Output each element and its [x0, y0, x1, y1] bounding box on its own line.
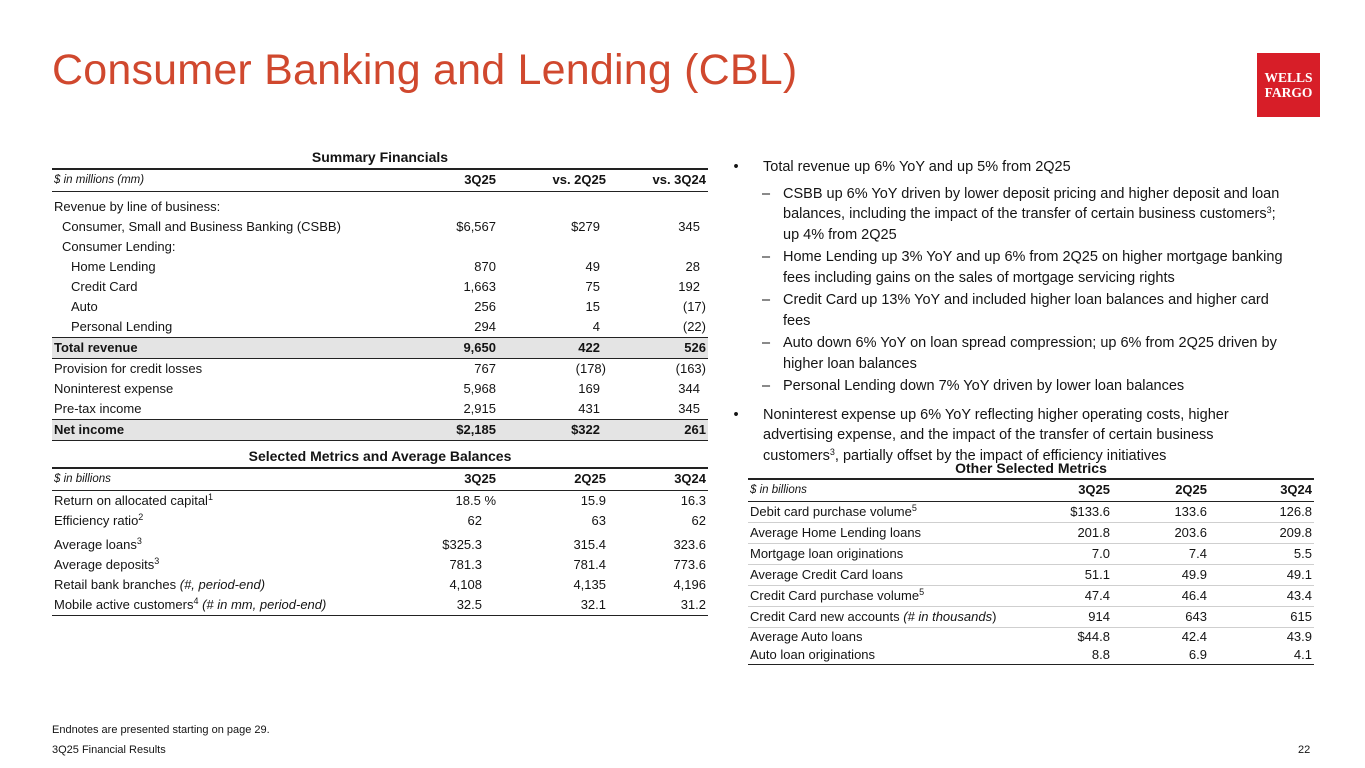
cell-value: 169: [578, 381, 600, 396]
table-row: [52, 197, 708, 217]
cell-value: 46.4: [1112, 585, 1209, 606]
row-label-text: Mobile active customers: [54, 596, 194, 612]
cell-value: 4,108: [449, 576, 482, 592]
table-row-total-revenue: [52, 338, 708, 359]
table-row: [52, 297, 708, 317]
row-label-text: Average deposits: [54, 556, 155, 572]
bullet-text: Auto down 6% YoY on loan spread compression; up 6% from 2Q25 driven by higher loan balances: [783, 335, 1277, 372]
cell-value: 43.4: [1209, 585, 1314, 606]
cell-value: 6.9: [1112, 646, 1209, 665]
endnote-marker: 3: [829, 446, 835, 457]
cell-number: 18.5: [455, 492, 481, 508]
row-label: Pre-tax income: [54, 401, 142, 416]
cell-value: 4,135: [573, 576, 606, 592]
commentary-bullets: [730, 157, 1290, 472]
selected-metrics-title: Selected Metrics and Average Balances: [248, 448, 512, 464]
cell-value: 201.8: [1048, 522, 1112, 543]
cell-value: (22): [682, 319, 706, 334]
cell-value: 15.9: [580, 492, 606, 508]
cell-value: 422: [498, 338, 608, 359]
logo-line-1: WELLS: [1264, 70, 1313, 85]
row-label-text: Average loans: [54, 536, 137, 552]
cell-value: 75: [585, 279, 600, 294]
cell-value: 16.3: [680, 492, 706, 508]
table-row: [52, 257, 708, 277]
cell-value: 767: [474, 361, 496, 376]
units-label: $ in billions: [52, 468, 412, 490]
row-label-note: (#, period-end): [179, 576, 266, 592]
sub-bullet-item: [730, 333, 1290, 374]
table-row: [52, 575, 708, 595]
cell-value: 42.4: [1181, 628, 1207, 644]
row-label: Home Lending: [71, 259, 156, 274]
table-row: [748, 646, 1314, 665]
cell-value: 4,196: [673, 576, 706, 592]
cell-value: 781.4: [573, 556, 606, 572]
dash-marker: –: [762, 185, 771, 202]
bullet-item: [730, 405, 1290, 467]
table-row: [748, 564, 1314, 585]
cell-value: 49.9: [1112, 564, 1209, 585]
row-label-text: Return on allocated capital: [54, 492, 208, 508]
col-header-2q25: 2Q25: [1112, 479, 1209, 501]
row-label: [52, 555, 412, 575]
row-label: Total revenue: [52, 338, 412, 359]
cell-value: 7.4: [1112, 543, 1209, 564]
cell-value: 15: [585, 299, 600, 314]
cell-value: [412, 490, 498, 511]
row-label: [52, 595, 412, 616]
cell-value: 133.6: [1112, 501, 1209, 522]
table-row: [52, 277, 708, 297]
row-label: [52, 490, 412, 511]
cell-value: 28: [685, 259, 700, 274]
cell-value: $133.6: [1048, 501, 1112, 522]
table-row: [52, 555, 708, 575]
row-label: Provision for credit losses: [54, 361, 203, 376]
bullet-marker: •: [733, 406, 739, 423]
cell-value: 781.3: [449, 556, 482, 572]
table-row: [748, 627, 1314, 646]
table-row: [748, 585, 1314, 606]
sub-bullet-item: [730, 247, 1290, 288]
endnote-marker: 5: [911, 502, 917, 513]
cell-value: 345: [678, 219, 700, 234]
table-header-row: [52, 468, 708, 490]
footer-text: 3Q25 Financial Results: [52, 744, 166, 756]
page-title: Consumer Banking and Lending (CBL): [52, 46, 798, 94]
row-label-text: Credit Card purchase volume: [750, 587, 920, 603]
row-label: Auto: [71, 299, 98, 314]
cell-value: 126.8: [1209, 501, 1314, 522]
sub-bullet-item: [730, 290, 1290, 331]
table-row: [52, 399, 708, 420]
table-row: [52, 511, 708, 531]
cell-value: 431: [578, 401, 600, 416]
bullet-text: Total revenue up 6% YoY and up 5% from 2Q25: [763, 159, 1071, 175]
row-label-close: ): [992, 608, 997, 624]
cell-value: 643: [1112, 606, 1209, 627]
row-label: Average Credit Card loans: [748, 564, 1048, 585]
row-label: Average Auto loans: [750, 628, 863, 644]
cell-value: 2,915: [463, 401, 496, 416]
cell-value: 192: [678, 279, 700, 294]
row-label: [52, 575, 412, 595]
cell-value: $279: [571, 219, 600, 234]
table-header-row: [52, 169, 708, 191]
cell-value: 315.4: [573, 536, 606, 552]
cell-value: $322: [498, 420, 608, 441]
bullet-text: CSBB up 6% YoY driven by lower deposit pricing and higher deposit and loan balances, including the impact of the transfer of certain business customers: [783, 185, 1280, 222]
table-row-net-income: [52, 420, 708, 441]
col-header-3q24: 3Q24: [608, 468, 708, 490]
endnote-marker: 4: [193, 595, 199, 606]
row-label: Net income: [52, 420, 412, 441]
endnote-marker: 3: [154, 555, 160, 566]
bullet-text-end: , partially offset by the impact of efficiency initiatives: [834, 447, 1167, 464]
cell-value: 615: [1209, 606, 1314, 627]
endnote-marker: 5: [919, 586, 925, 597]
cell-value: 4.1: [1209, 646, 1314, 665]
endnote-marker: 1: [207, 491, 213, 502]
summary-financials-title: Summary Financials: [311, 149, 449, 165]
cell-value: 870: [474, 259, 496, 274]
row-label: Personal Lending: [71, 319, 173, 334]
cell-value: 4: [592, 319, 600, 334]
cell-value: 8.8: [1048, 646, 1112, 665]
sub-bullet-item: [730, 376, 1290, 397]
cell-value: 49: [585, 259, 600, 274]
cell-value: (163): [675, 361, 706, 376]
other-metrics-table: [748, 458, 1314, 665]
table-row: [748, 522, 1314, 543]
cell-value: 9,650: [412, 338, 498, 359]
cell-value: 31.2: [608, 595, 708, 616]
page-number: 22: [1298, 744, 1311, 756]
cell-value: 323.6: [673, 536, 706, 552]
col-header-vs-2q25: vs. 2Q25: [498, 169, 608, 191]
row-label-text: Debit card purchase volume: [750, 503, 912, 519]
cell-value: 47.4: [1048, 585, 1112, 606]
cell-value: $325.3: [442, 536, 482, 552]
row-label: Consumer, Small and Business Banking (CSBB): [62, 219, 341, 234]
cell-value: 51.1: [1048, 564, 1112, 585]
bullet-text: Noninterest expense up 6% YoY reflecting higher operating costs, higher advertising expense, and the impact of the transfer of certain business customers: [763, 406, 1229, 464]
endnotes-note: Endnotes are presented starting on page 29.: [52, 724, 270, 736]
cell-value: 344: [678, 381, 700, 396]
cell-value: 63: [591, 512, 606, 528]
cell-value: 1,663: [463, 279, 496, 294]
row-label: Credit Card: [71, 279, 138, 294]
row-label: Average Home Lending loans: [748, 522, 1048, 543]
cell-value: 32.5: [412, 595, 498, 616]
table-row: [52, 317, 708, 338]
col-header-2q25: 2Q25: [498, 468, 608, 490]
row-label: [52, 531, 412, 555]
units-label: $ in billions: [748, 479, 1048, 501]
cell-value: $2,185: [412, 420, 498, 441]
bullet-text: Personal Lending down 7% YoY driven by lower loan balances: [783, 378, 1185, 394]
endnote-marker: 3: [1266, 205, 1272, 215]
table-header-row: [748, 479, 1314, 501]
cell-value: 261: [608, 420, 708, 441]
cell-value: (17): [682, 299, 706, 314]
bullet-text: Home Lending up 3% YoY and up 6% from 2Q25 on higher mortgage banking fees including gains on the sales of mortgage servicing rights: [783, 249, 1283, 286]
row-label: Mortgage loan originations: [748, 543, 1048, 564]
cell-value: 32.1: [498, 595, 608, 616]
col-header-vs-3q24: vs. 3Q24: [608, 169, 708, 191]
other-metrics-title: Other Selected Metrics: [955, 460, 1107, 476]
cell-value: $44.8: [1077, 628, 1110, 644]
bullet-item: [730, 157, 1290, 178]
row-label-text: Retail bank branches: [54, 576, 180, 592]
table-row: [748, 501, 1314, 522]
cell-value: $6,567: [456, 219, 496, 234]
bullet-marker: •: [733, 159, 739, 175]
row-label: [748, 585, 1048, 606]
cell-value: (178): [575, 361, 606, 376]
cell-value: 526: [608, 338, 708, 359]
row-label: Revenue by line of business:: [54, 199, 221, 214]
row-label: Auto loan originations: [748, 646, 1048, 665]
logo-line-2: FARGO: [1264, 85, 1313, 100]
table-row: [52, 531, 708, 555]
col-header-3q24: 3Q24: [1209, 479, 1314, 501]
percent-unit: %: [484, 492, 496, 508]
row-label-text: Credit Card new accounts: [750, 608, 904, 624]
table-row: [52, 490, 708, 511]
cell-value: 203.6: [1112, 522, 1209, 543]
row-label-note: (# in mm, period-end): [198, 596, 327, 612]
row-label: Consumer Lending:: [62, 239, 176, 254]
cell-value: 5.5: [1209, 543, 1314, 564]
endnote-marker: 3: [136, 535, 142, 546]
cell-value: 62: [691, 512, 706, 528]
table-row: [52, 379, 708, 399]
table-row: [52, 359, 708, 380]
units-label: $ in millions (mm): [52, 169, 412, 191]
row-label: Noninterest expense: [54, 381, 174, 396]
cell-value: 49.1: [1209, 564, 1314, 585]
cell-value: 773.6: [673, 556, 706, 572]
col-header-3q25: 3Q25: [1048, 479, 1112, 501]
bullet-text-end: ; up 4% from 2Q25: [783, 206, 1276, 243]
dash-marker: –: [762, 292, 771, 308]
row-label: [748, 606, 1048, 627]
table-row: [748, 543, 1314, 564]
table-row: [52, 237, 708, 257]
dash-marker: –: [762, 335, 771, 351]
cell-value: 345: [678, 401, 700, 416]
dash-marker: –: [762, 378, 771, 394]
wells-fargo-logo: [1257, 53, 1320, 117]
cell-value: 43.9: [1286, 628, 1312, 644]
summary-financials-table: [52, 146, 708, 441]
table-row: [52, 217, 708, 237]
row-label: [748, 501, 1048, 522]
col-header-3q25: 3Q25: [412, 169, 498, 191]
endnote-marker: 2: [138, 511, 144, 522]
col-header-3q25: 3Q25: [412, 468, 498, 490]
row-label: [52, 511, 412, 531]
dash-marker: –: [762, 249, 771, 265]
cell-value: 209.8: [1209, 522, 1314, 543]
sub-bullet-item: [730, 184, 1290, 246]
bullet-text: Credit Card up 13% YoY and included higher loan balances and higher card fees: [783, 292, 1269, 329]
row-label-note: (# in thousands: [903, 608, 993, 624]
cell-value: 5,968: [463, 381, 496, 396]
row-label-text: Efficiency ratio: [54, 512, 139, 528]
cell-value: 256: [474, 299, 496, 314]
table-row: [748, 606, 1314, 627]
cell-value: 7.0: [1048, 543, 1112, 564]
cell-value: 914: [1048, 606, 1112, 627]
cell-value: 294: [474, 319, 496, 334]
table-row: [52, 595, 708, 616]
cell-value: 62: [467, 512, 482, 528]
selected-metrics-table: [52, 445, 708, 616]
